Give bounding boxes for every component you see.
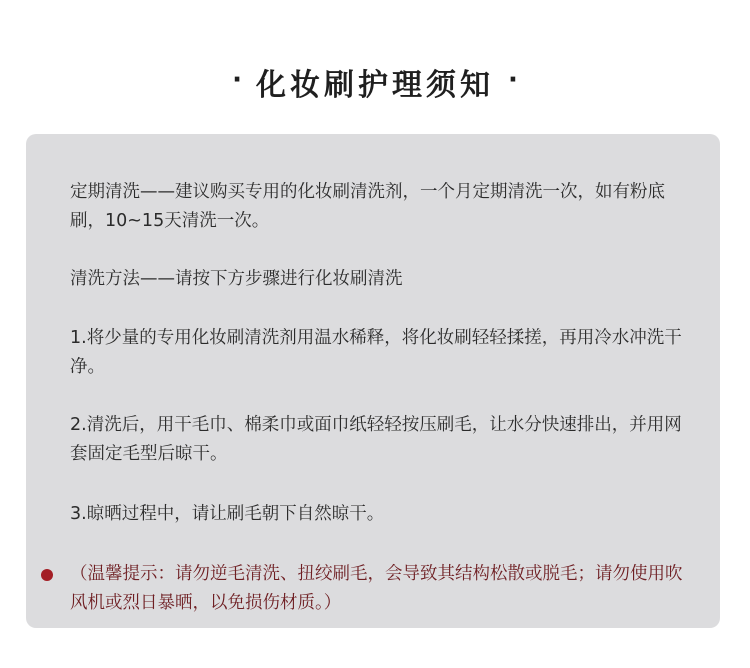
tip-bullet-icon (41, 569, 53, 581)
title-dot-right: · (508, 65, 518, 95)
care-instructions-panel (26, 134, 720, 628)
title-dot-left: · (232, 65, 242, 95)
page-header (0, 58, 750, 106)
step-3-paragraph: 3.晾晒过程中，请让刷毛朝下自然晾干。 (70, 504, 385, 524)
warm-tip-note: （温馨提示：请勿逆毛清洗、扭绞刷毛，会导致其结构松散或脱毛；请勿使用吹风机或烈日暴晒，以免损伤材质。） (70, 564, 683, 613)
regular-cleaning-paragraph: 定期清洗——建议购买专用的化妆刷清洗剂，一个月定期清洗一次，如有粉底刷，10~15天清洗一次。 (70, 182, 665, 231)
cleaning-method-heading: 清洗方法——请按下方步骤进行化妆刷清洗 (70, 269, 403, 289)
page-title: 化妆刷护理须知 (256, 68, 494, 103)
step-2-paragraph: 2.清洗后，用干毛巾、棉柔巾或面巾纸轻轻按压刷毛，让水分快速排出，并用网套固定毛型后晾干。 (70, 415, 682, 464)
step-1-paragraph: 1.将少量的专用化妆刷清洗剂用温水稀释，将化妆刷轻轻揉搓，再用冷水冲洗干净。 (70, 328, 682, 377)
